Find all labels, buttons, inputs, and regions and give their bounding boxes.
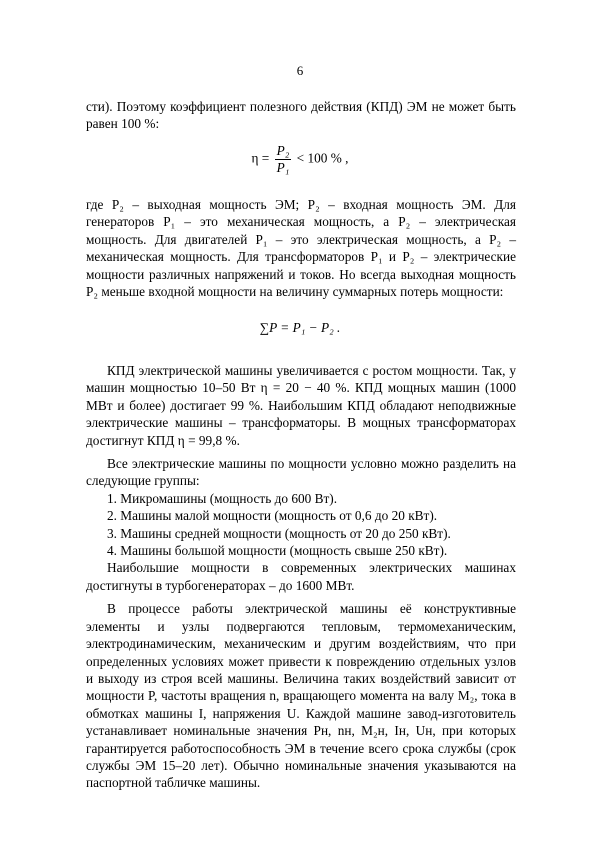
power-groups-list (86, 490, 516, 560)
paragraph-efficiency-intro (86, 98, 516, 133)
list-item: 2. Машины малой мощности (мощность от 0,6 до 20 кВт). (107, 508, 438, 524)
page-number: 6 (296, 63, 304, 78)
formula-losses (0, 320, 600, 336)
paragraph-4: Все электрические машины по мощности условно можно разделить на следующие группы: (86, 456, 516, 489)
paragraph-1: сти). Поэтому коэффициент полезного действия (КПД) ЭМ не может быть равен 100 %: (86, 99, 516, 132)
section-efficiency-groups (86, 362, 516, 792)
formula-rhs: < 100 % , (296, 150, 349, 166)
formula-denominator: P₁ (276, 160, 290, 175)
paragraph-5: Наибольшие мощности в современных электрических машинах достигнуты в турбогенераторах – до 1600 МВт. (86, 560, 516, 593)
paragraph-3: КПД электрической машины увеличивается с ростом мощности. Так, у машин мощностью 10–50 Вт η = 20 − 40 %. КПД мощных машин (1000 МВт и более) достигает 99 %. Наибольшим КПД обладают неподвижные электрические машины – трансформаторы. В мощных трансформаторах достигнут КПД η = 99,8 %. (86, 363, 516, 448)
paragraph-2: где P₂ – выходная мощность ЭМ; P₂ – входная мощность ЭМ. Для генераторов P₁ – это механическая мощность, а P₂ – электрическая мощность. Для двигателей P₁ – это электрическая мощность, а P₂ – механическая мощность. Для трансформаторов P₁ и P₂ – электрические мощности различных напряжений и токов. Но всегда выходная мощность P₂ меньше входной мощности на величину суммарных потерь мощности: (86, 197, 516, 300)
list-item: 3. Машины средней мощности (мощность от 20 до 250 кВт). (107, 525, 451, 541)
formula-fraction (275, 143, 292, 176)
formula-efficiency (0, 143, 600, 176)
list-item: 4. Машины большой мощности (мощность свыше 250 кВт). (107, 543, 448, 559)
paragraph-power-definitions (86, 196, 516, 300)
list-item: 1. Микромашины (мощность до 600 Вт). (107, 490, 338, 506)
paragraph-6: В процессе работы электрической машины её конструктивные элементы и узлы подвергаются тепловым, термомеханическим, электродинамическим, механическим и другим воздействиям, что при определенных условиях может привести к повреждению отдельных узлов и выходу из строя всей машины. Величина таких воздействий зависит от мощности P, частоты вращения n, вращающего момента на валу M₂, тока в обмотках машины I, напряжения U. Каждой машине завод-изготовитель устанавливает номинальные значения Pн, nн, M₂н, Iн, Uн, при которых гарантируется работоспособность ЭМ в течение всего срока службы (срок службы ЭМ 15–20 лет). Обычно номинальные значения указываются на паспортной табличке машины. (86, 601, 516, 791)
formula-numerator: P₂ (276, 143, 290, 158)
formula-loss-sum: ∑P = P₁ − P₂ . (259, 320, 341, 335)
formula-lhs: η = (251, 150, 270, 166)
